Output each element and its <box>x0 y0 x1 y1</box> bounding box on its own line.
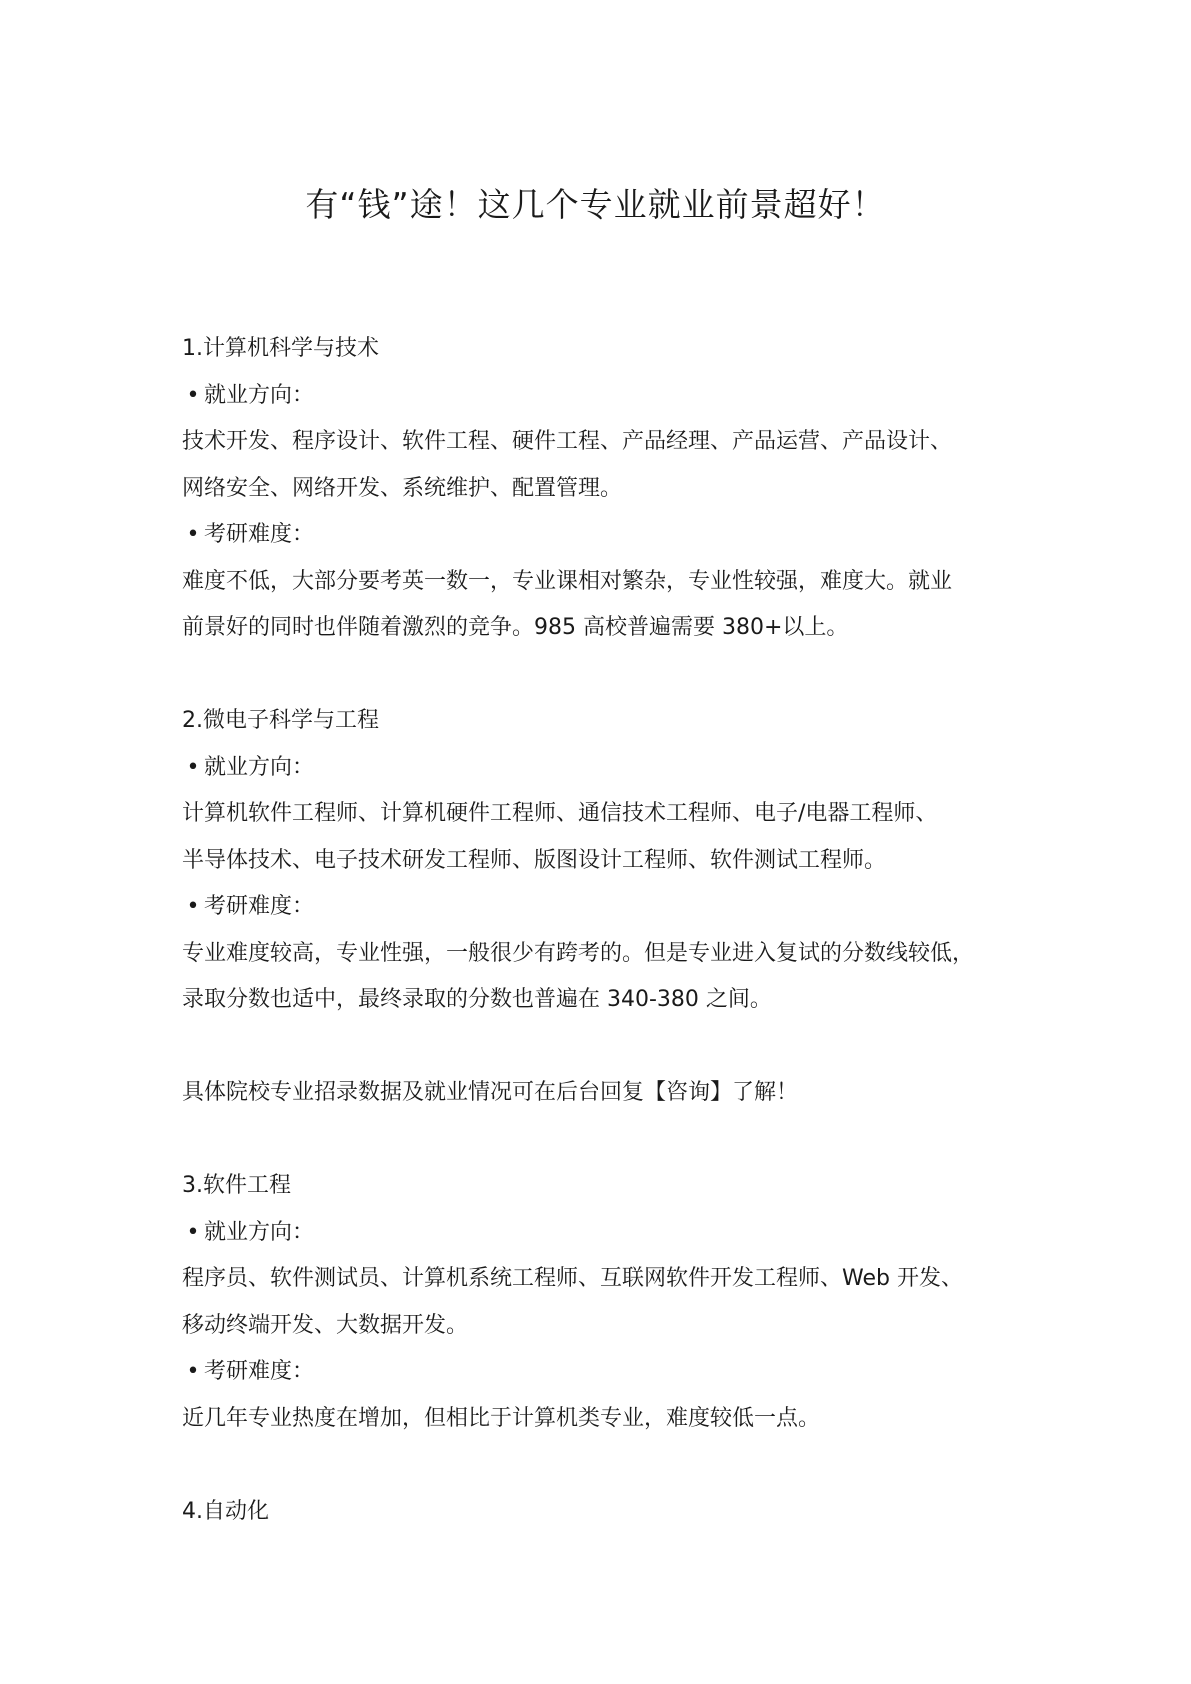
section-heading: 1.计算机科学与技术 <box>182 336 379 361</box>
exam-text-line: 近几年专业热度在增加，但相比于计算机类专业，难度较低一点。 <box>182 1405 821 1431</box>
section-heading: 3.软件工程 <box>182 1173 291 1198</box>
career-text-line: 计算机软件工程师、计算机硬件工程师、通信技术工程师、电子/电器工程师、 <box>182 801 938 826</box>
exam-difficulty-label: • 考研难度： <box>182 1349 1022 1396</box>
section-computer-science <box>182 326 1022 652</box>
bullet-icon: • <box>186 382 200 408</box>
bullet-icon: • <box>186 1359 200 1384</box>
bullet-icon: • <box>186 754 200 780</box>
section-software-engineering <box>182 1163 1022 1442</box>
section-microelectronics <box>182 698 1022 1024</box>
exam-text-line: 难度不低，大部分要考英一数一，专业课相对繁杂，专业性较强，难度大。就业 <box>182 568 953 594</box>
section-heading: 2.微电子科学与工程 <box>182 708 379 733</box>
career-direction-label: • 就业方向： <box>182 1210 1022 1257</box>
exam-text-line: 录取分数也适中，最终录取的分数也普遍在 340-380 之间。 <box>182 987 772 1012</box>
bullet-icon: • <box>186 522 200 547</box>
section-automation <box>182 1489 1022 1536</box>
exam-difficulty-label: • 考研难度： <box>182 512 1022 559</box>
bullet-icon: • <box>186 894 200 919</box>
page-title: 有“钱”途！这几个专业就业前景超好！ <box>305 185 886 224</box>
section-heading: 4.自动化 <box>182 1498 269 1524</box>
career-text-line: 半导体技术、电子技术研发工程师、版图设计工程师、软件测试工程师。 <box>182 847 887 873</box>
career-text-line: 移动终端开发、大数据开发。 <box>182 1312 469 1338</box>
exam-text-line: 前景好的同时也伴随着激烈的竞争。985 高校普遍需要 380+以上。 <box>182 615 849 640</box>
bullet-icon: • <box>186 1219 200 1245</box>
document-body <box>182 326 1022 1582</box>
notice-text: 具体院校专业招录数据及就业情况可在后台回复【咨询】了解！ <box>182 1080 799 1105</box>
career-direction-label: • 就业方向： <box>182 745 1022 792</box>
career-text-line: 程序员、软件测试员、计算机系统工程师、互联网软件开发工程师、Web 开发、 <box>182 1266 963 1291</box>
career-text-line: 技术开发、程序设计、软件工程、硬件工程、产品经理、产品运营、产品设计、 <box>182 429 953 454</box>
career-text-line: 网络安全、网络开发、系统维护、配置管理。 <box>182 475 623 501</box>
career-direction-label: • 就业方向： <box>182 373 1022 420</box>
consult-notice <box>182 1070 1022 1117</box>
exam-text-line: 专业难度较高，专业性强，一般很少有跨考的。但是专业进入复试的分数线较低， <box>182 940 975 966</box>
exam-difficulty-label: • 考研难度： <box>182 884 1022 931</box>
